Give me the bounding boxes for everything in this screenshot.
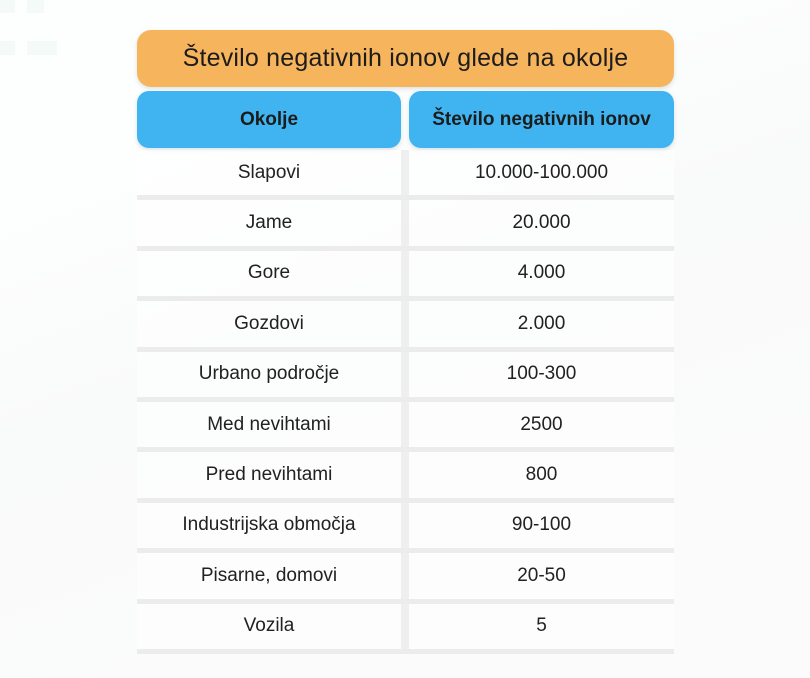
table-header-row: [137, 91, 674, 148]
cell-ioni: 90-100: [409, 503, 674, 548]
cell-okolje: Urbano področje: [137, 352, 401, 397]
column-divider: [401, 200, 409, 245]
cell-ioni: 5: [409, 604, 674, 649]
decor-square: [27, 41, 57, 55]
column-header-stevilo-ionov: Število negativnih ionov: [409, 91, 674, 148]
cell-okolje: Gozdovi: [137, 301, 401, 346]
table-row: [137, 200, 674, 250]
cell-okolje: Industrijska območja: [137, 503, 401, 548]
column-divider: [401, 150, 409, 195]
table-row: [137, 402, 674, 452]
cell-okolje: Vozila: [137, 604, 401, 649]
cell-okolje: Gore: [137, 251, 401, 296]
column-divider: [401, 503, 409, 548]
column-header-okolje: Okolje: [137, 91, 401, 148]
column-divider: [401, 301, 409, 346]
cell-okolje: Pred nevihtami: [137, 452, 401, 497]
cell-okolje: Pisarne, domovi: [137, 553, 401, 598]
chart-title: Število negativnih ionov glede na okolje: [137, 30, 674, 87]
cell-ioni: 4.000: [409, 251, 674, 296]
table-row: [137, 352, 674, 402]
column-divider: [401, 553, 409, 598]
column-divider: [401, 452, 409, 497]
cell-ioni: 2500: [409, 402, 674, 447]
cell-okolje: Jame: [137, 200, 401, 245]
table-row: [137, 301, 674, 351]
table-row: [137, 251, 674, 301]
table-row: [137, 452, 674, 502]
table-row: [137, 150, 674, 200]
cell-ioni: 10.000-100.000: [409, 150, 674, 195]
column-divider: [401, 604, 409, 649]
cell-ioni: 100-300: [409, 352, 674, 397]
table-body: [137, 150, 674, 654]
column-divider: [401, 352, 409, 397]
cell-ioni: 800: [409, 452, 674, 497]
cell-ioni: 2.000: [409, 301, 674, 346]
decor-square: [0, 0, 15, 13]
table-row: [137, 604, 674, 654]
cell-okolje: Slapovi: [137, 150, 401, 195]
decor-square: [27, 0, 44, 13]
cell-ioni: 20-50: [409, 553, 674, 598]
cell-okolje: Med nevihtami: [137, 402, 401, 447]
table-row: [137, 553, 674, 603]
column-divider: [401, 402, 409, 447]
decor-square: [0, 41, 15, 55]
table-row: [137, 503, 674, 553]
ion-table-infographic: [137, 30, 674, 654]
cell-ioni: 20.000: [409, 200, 674, 245]
column-divider: [401, 251, 409, 296]
